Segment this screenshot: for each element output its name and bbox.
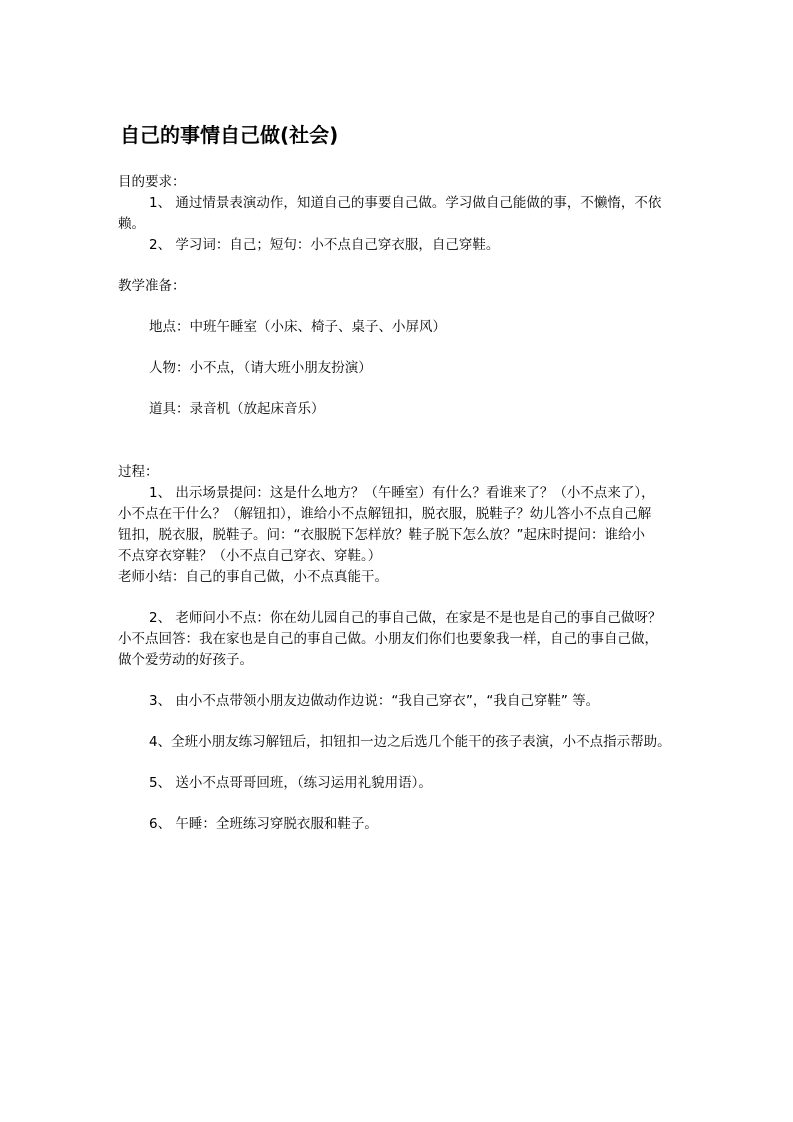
spacer [118, 753, 678, 773]
spacer [118, 420, 678, 462]
process-step-2-line-3: 做个爱劳动的好孩子。 [118, 652, 253, 668]
process-step-1-line-1: 1、 出示场景提问：这是什么地方？（午睡室）有什么？看谁来了？（小不点来了）， [149, 485, 655, 501]
spacer [118, 256, 678, 276]
spacer [118, 794, 678, 814]
spacer [118, 297, 678, 317]
process-step-1-line-4: 不点穿衣穿鞋？（小不点自己穿衣、穿鞋。） [118, 548, 382, 564]
spacer [118, 379, 678, 399]
process-step-1-line-3: 钮扣，脱衣服，脱鞋子。问：“衣服脱下怎样放？鞋子脱下怎么放？”起床时提问：谁给小 [118, 527, 645, 543]
prep-heading: 教学准备： [118, 278, 186, 294]
process-step-1-summary: 老师小结：自己的事自己做，小不点真能干。 [118, 569, 388, 585]
spacer [118, 338, 678, 358]
objective-item-1-line-1: 1、 通过情景表演动作，知道自己的事要自己做。学习做自己能做的事，不懒惰，不依 [149, 195, 662, 211]
objectives-heading: 目的要求： [118, 174, 186, 190]
process-step-4: 4、全班小朋友练习解钮后，扣钮扣一边之后选几个能干的孩子表演，小不点指示帮助。 [149, 734, 671, 750]
process-step-5: 5、 送小不点哥哥回班，（练习运用礼貌用语）。 [149, 775, 432, 791]
process-step-3: 3、 由小不点带领小朋友边做动作边说：“我自己穿衣”，“我自己穿鞋” 等。 [149, 693, 600, 709]
process-step-6: 6、 午睡：全班练习穿脱衣服和鞋子。 [149, 816, 378, 832]
objective-item-1-line-2: 赖。 [118, 216, 145, 232]
document-title: 自己的事情自己做(社会) [120, 123, 339, 147]
spacer [118, 671, 678, 691]
document-body [118, 172, 678, 835]
prep-props: 道具：录音机（放起床音乐） [149, 401, 325, 417]
process-step-2-line-1: 2、 老师问小不点：你在幼儿园自己的事自己做，在家是不是也是自己的事自己做呀？ [149, 610, 662, 626]
process-step-1-line-2: 小不点在干什么？（解钮扣），谁给小不点解钮扣，脱衣服，脱鞋子？幼儿答小不点自己解 [118, 506, 652, 522]
prep-location: 地点：中班午睡室（小床、椅子、桌子、小屏风） [149, 319, 446, 335]
process-step-2-line-2: 小不点回答：我在家也是自己的事自己做。小朋友们你们也要象我一样，自己的事自己做， [118, 631, 658, 647]
spacer [118, 588, 678, 608]
process-heading: 过程： [118, 464, 159, 480]
prep-characters: 人物：小不点，（请大班小朋友扮演） [149, 360, 372, 376]
spacer [118, 712, 678, 732]
objective-item-2: 2、 学习词：自己；短句：小不点自己穿衣服，自己穿鞋。 [149, 237, 500, 253]
